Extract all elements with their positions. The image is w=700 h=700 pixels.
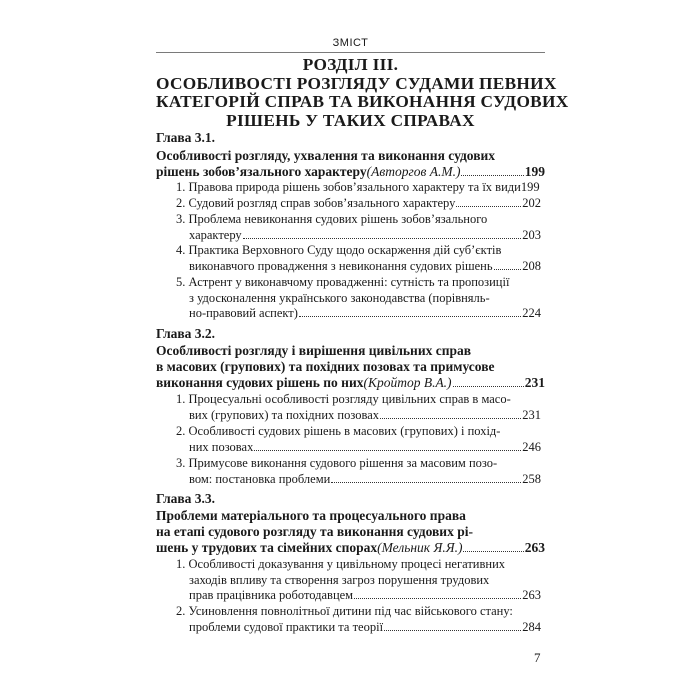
dot-leader (299, 316, 521, 317)
chapter-number: Глава 3.2. (156, 326, 216, 341)
dot-leader (494, 269, 522, 270)
chapter-title[interactable] (156, 508, 545, 556)
page-reference: 202 (522, 196, 541, 210)
entry-text: 1. Процесуальні особливості розгляду цивільних справ в масо- (176, 392, 511, 406)
entry-text: 4. Практика Верховного Суду щодо оскарження дій суб’єктів (176, 243, 502, 257)
page-reference: 199 (524, 164, 545, 179)
toc-entry[interactable] (176, 392, 541, 423)
dot-leader (463, 551, 523, 552)
entry-text: но-правовий аспект) (189, 306, 298, 320)
page-reference: 199 (520, 180, 540, 194)
running-header: ЗМІСТ (156, 36, 545, 53)
toc-entry[interactable] (176, 275, 541, 322)
page-number: 7 (534, 650, 541, 665)
entry-text: прав працівника роботодавцем (189, 588, 354, 602)
page-reference: 203 (522, 227, 541, 242)
entry-text: 1. Правова природа рішень зобов’язального характеру та їх види (176, 180, 521, 194)
dot-leader (354, 598, 521, 599)
entry-text: проблеми судової практики та теорії (189, 619, 384, 634)
toc-entry[interactable] (176, 424, 541, 455)
entry-text: 2. Особливості судових рішень в масових (групових) і похід- (176, 424, 501, 438)
chapter-author: (Авторгов А.М.) (366, 164, 461, 179)
toc-entry[interactable] (176, 243, 541, 274)
entry-text: 2. Судовий розгляд справ зобов’язального характеру (176, 196, 456, 210)
dot-leader (453, 386, 524, 387)
page-reference: 263 (524, 540, 545, 555)
toc-entry[interactable] (176, 212, 541, 243)
section-title-line: ОСОБЛИВОСТІ РОЗГЛЯДУ СУДАМИ ПЕВНИХ (156, 73, 557, 93)
chapter-title-line: Проблеми матеріального та процесуального права (156, 508, 466, 523)
chapter-number: Глава 3.3. (156, 491, 216, 506)
chapter-title-line: рішень зобов’язального характеру (156, 164, 367, 179)
toc-entry[interactable] (176, 604, 541, 635)
entry-text: 5. Астрент у виконавчому провадженні: сутність та пропозиції (176, 275, 510, 289)
dot-leader (380, 418, 521, 419)
chapter-title[interactable] (156, 148, 545, 180)
section-title-line: РІШЕНЬ У ТАКИХ СПРАВАХ (226, 110, 475, 130)
chapter-title-line: Особливості розгляду і вирішення цивільних справ (156, 343, 472, 358)
dot-leader (456, 206, 521, 207)
chapter-title-line: в масових (групових) та похідних позовах та примусове (156, 359, 495, 374)
section-title-line: КАТЕГОРІЙ СПРАВ ТА ВИКОНАННЯ СУДОВИХ (156, 92, 569, 111)
section-title-line: РОЗДІЛ ІІІ. (302, 55, 399, 74)
chapter-title-line: шень у трудових та сімейних спорах (156, 540, 378, 555)
chapter-title[interactable] (156, 343, 545, 391)
toc-entry[interactable] (176, 456, 541, 487)
chapter-title-line: на етапі судового розгляду та виконання судових рі- (156, 524, 473, 539)
entry-text: з удосконалення українського законодавства (порівняль- (189, 290, 490, 305)
dot-leader (254, 450, 521, 451)
entry-text: них позовах (189, 439, 254, 454)
chapter-title-lead-line (156, 375, 545, 391)
toc-entry[interactable] (176, 557, 541, 604)
dot-leader (384, 630, 521, 631)
entry-text: виконавчого провадження з невиконання судових рішень (189, 258, 493, 273)
dot-leader (461, 175, 523, 176)
page-reference: 284 (522, 619, 541, 634)
chapter-title-lead-line (156, 164, 545, 180)
chapter-author: (Кройтор В.А.) (363, 375, 452, 390)
dot-leader (331, 482, 521, 483)
chapter-title-lead-line (156, 540, 545, 556)
entry-text: 3. Примусове виконання судового рішення за масовим позо- (176, 456, 498, 470)
toc-entry[interactable] (176, 180, 541, 196)
entry-text: 2. Усиновлення повнолітньої дитини під час військового стану: (176, 604, 513, 618)
dot-leader (243, 238, 522, 239)
section-title (156, 55, 569, 130)
page-reference: 208 (522, 258, 541, 273)
entry-text: 3. Проблема невиконання судових рішень зобов’язального (176, 212, 488, 226)
entry-text: вих (групових) та похідних позовах (189, 407, 380, 422)
page-reference: 246 (522, 439, 541, 454)
chapter-number: Глава 3.1. (156, 130, 216, 145)
page-reference: 258 (522, 471, 541, 486)
entry-text: заходів впливу та створення загроз порушення трудових (189, 572, 490, 587)
chapter-title-line: Особливості розгляду, ухвалення та виконання судових (156, 148, 496, 163)
page-reference: 224 (522, 306, 541, 320)
entry-text: характеру (189, 227, 242, 242)
toc-entry[interactable] (176, 196, 541, 212)
entry-text: 1. Особливості доказування у цивільному процесі негативних (176, 557, 506, 571)
chapter-author: (Мельник Я.Я.) (377, 540, 463, 555)
page-reference: 231 (524, 375, 545, 390)
entry-text: вом: постановка проблеми (189, 471, 331, 486)
page-reference: 231 (522, 407, 541, 422)
chapter-title-line: виконання судових рішень по них (156, 375, 364, 390)
page-reference: 263 (522, 588, 541, 602)
